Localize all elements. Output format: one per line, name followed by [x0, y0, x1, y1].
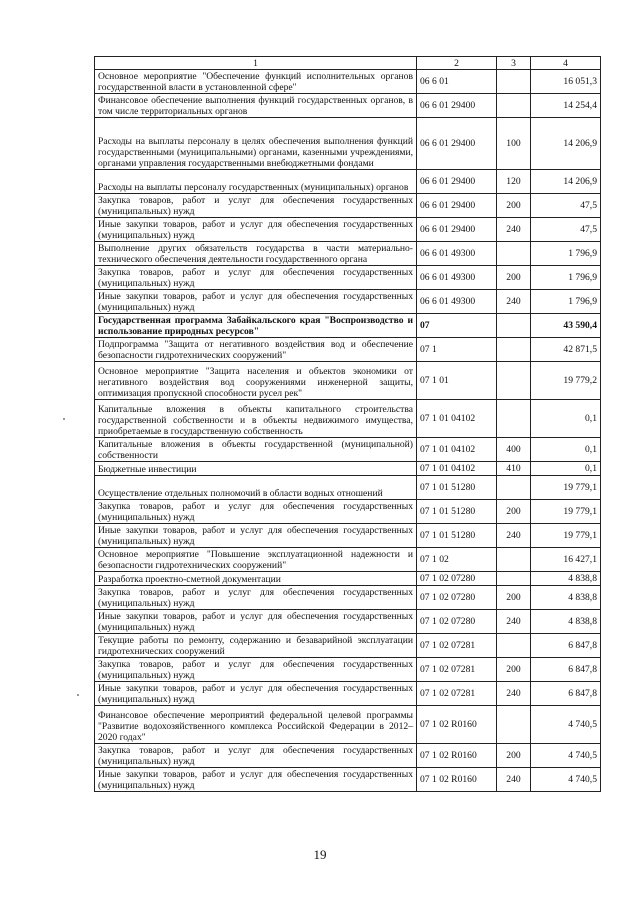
row-expense-type	[497, 362, 531, 400]
row-expense-type	[497, 548, 531, 572]
row-amount: 19 779,2	[531, 362, 601, 400]
row-code: 07 1 02 R0160	[417, 768, 497, 792]
row-code: 07 1 02 R0160	[417, 706, 497, 744]
row-amount: 4 838,8	[531, 572, 601, 586]
row-amount: 47,5	[531, 218, 601, 242]
scan-speck	[63, 418, 65, 420]
row-expense-type: 100	[497, 118, 531, 170]
row-code: 07 1 01 51280	[417, 476, 497, 500]
row-amount: 43 590,4	[531, 314, 601, 338]
row-description: Иные закупки товаров, работ и услуг для обеспечения государственных (муниципальных) нужд	[95, 768, 417, 792]
row-code: 07 1 01	[417, 362, 497, 400]
table-row	[95, 744, 601, 768]
row-description: Осуществление отдельных полномочий в области водных отношений	[95, 476, 417, 500]
row-amount: 1 796,9	[531, 266, 601, 290]
row-code: 06 6 01 29400	[417, 170, 497, 194]
table-row	[95, 338, 601, 362]
row-description: Капитальные вложения в объекты капитального строительства государственной собственности и в объекты недвижимого имущества, приобретаемые в государственную собственность	[95, 400, 417, 438]
row-expense-type: 410	[497, 462, 531, 476]
row-expense-type: 240	[497, 682, 531, 706]
header-col-2: 2	[417, 57, 497, 70]
row-description: Расходы на выплаты персоналу в целях обеспечения выполнения функций государственными (муниципальными) органами, казенными учреждениями, органами управления государственными внебюджетными фондами	[95, 118, 417, 170]
row-code: 07 1 02 07281	[417, 682, 497, 706]
row-amount: 19 779,1	[531, 500, 601, 524]
row-code: 07 1 02 07280	[417, 572, 497, 586]
row-expense-type: 200	[497, 744, 531, 768]
row-description: Закупка товаров, работ и услуг для обеспечения государственных (муниципальных) нужд	[95, 194, 417, 218]
table-row	[95, 524, 601, 548]
table-row	[95, 314, 601, 338]
table-body	[95, 70, 601, 792]
row-amount: 1 796,9	[531, 242, 601, 266]
row-code: 07 1 02 07281	[417, 658, 497, 682]
row-expense-type: 200	[497, 500, 531, 524]
row-expense-type	[497, 706, 531, 744]
row-code: 07 1 01 04102	[417, 400, 497, 438]
row-description: Разработка проектно-сметной документации	[95, 572, 417, 586]
row-expense-type	[497, 572, 531, 586]
row-expense-type: 120	[497, 170, 531, 194]
row-amount: 4 740,5	[531, 744, 601, 768]
row-code: 07 1 02	[417, 548, 497, 572]
header-col-3: 3	[497, 57, 531, 70]
table-row	[95, 266, 601, 290]
row-expense-type: 240	[497, 218, 531, 242]
row-expense-type	[497, 70, 531, 94]
row-description: Закупка товаров, работ и услуг для обеспечения государственных (муниципальных) нужд	[95, 586, 417, 610]
row-description: Капитальные вложения в объекты государственной (муниципальной) собственности	[95, 438, 417, 462]
row-expense-type: 240	[497, 524, 531, 548]
table-row	[95, 118, 601, 170]
row-amount: 16 427,1	[531, 548, 601, 572]
row-code: 06 6 01 29400	[417, 118, 497, 170]
row-expense-type	[497, 94, 531, 118]
row-amount: 0,1	[531, 462, 601, 476]
header-row	[95, 57, 601, 70]
row-description: Выполнение других обязательств государства в части материально-технического обеспечения деятельности государственного органа	[95, 242, 417, 266]
row-amount: 1 796,9	[531, 290, 601, 314]
table-row	[95, 500, 601, 524]
table-row	[95, 586, 601, 610]
table-row	[95, 242, 601, 266]
table-row	[95, 362, 601, 400]
row-description: Основное мероприятие "Защита населения и объектов экономики от негативного воздействия вод сооружениями инженерной защиты, оптимизация пропускной способности русел рек"	[95, 362, 417, 400]
row-description: Подпрограмма "Защита от негативного воздействия вод и обеспечение безопасности гидротехнических сооружений"	[95, 338, 417, 362]
table-row	[95, 170, 601, 194]
row-amount: 19 779,1	[531, 524, 601, 548]
row-code: 07 1 01 51280	[417, 500, 497, 524]
row-expense-type	[497, 400, 531, 438]
row-code: 06 6 01 29400	[417, 218, 497, 242]
row-expense-type: 200	[497, 586, 531, 610]
row-amount: 42 871,5	[531, 338, 601, 362]
table-row	[95, 572, 601, 586]
row-amount: 14 254,4	[531, 94, 601, 118]
table-row	[95, 194, 601, 218]
row-description: Основное мероприятие "Обеспечение функций исполнительных органов государственной власти в установленной сфере"	[95, 70, 417, 94]
table-row	[95, 290, 601, 314]
row-description: Иные закупки товаров, работ и услуг для обеспечения государственных (муниципальных) нужд	[95, 682, 417, 706]
budget-table	[94, 56, 601, 792]
table-row	[95, 706, 601, 744]
row-expense-type: 400	[497, 438, 531, 462]
row-amount: 6 847,8	[531, 634, 601, 658]
table-row	[95, 658, 601, 682]
row-code: 07 1 02 R0160	[417, 744, 497, 768]
row-amount: 0,1	[531, 400, 601, 438]
table-row	[95, 634, 601, 658]
row-description: Основное мероприятие "Повышение эксплуатационной надежности и безопасности гидротехнических сооружений"	[95, 548, 417, 572]
row-expense-type	[497, 634, 531, 658]
row-amount: 4 838,8	[531, 586, 601, 610]
row-description: Бюджетные инвестиции	[95, 462, 417, 476]
header-col-4: 4	[531, 57, 601, 70]
row-code: 07 1 01 04102	[417, 462, 497, 476]
row-description: Иные закупки товаров, работ и услуг для обеспечения государственных (муниципальных) нужд	[95, 524, 417, 548]
row-expense-type: 200	[497, 266, 531, 290]
table-row	[95, 438, 601, 462]
row-amount: 4 740,5	[531, 768, 601, 792]
row-amount: 14 206,9	[531, 170, 601, 194]
table-row	[95, 768, 601, 792]
row-description: Финансовое обеспечение выполнения функций государственных органов, в том числе территориальных органов	[95, 94, 417, 118]
row-expense-type	[497, 314, 531, 338]
row-code: 06 6 01	[417, 70, 497, 94]
row-amount: 4 838,8	[531, 610, 601, 634]
row-expense-type	[497, 476, 531, 500]
row-amount: 16 051,3	[531, 70, 601, 94]
row-code: 06 6 01 49300	[417, 290, 497, 314]
row-description: Закупка товаров, работ и услуг для обеспечения государственных (муниципальных) нужд	[95, 500, 417, 524]
row-code: 06 6 01 49300	[417, 242, 497, 266]
row-amount: 47,5	[531, 194, 601, 218]
row-code: 07 1	[417, 338, 497, 362]
table-row	[95, 70, 601, 94]
table-row	[95, 400, 601, 438]
row-description: Иные закупки товаров, работ и услуг для обеспечения государственных (муниципальных) нужд	[95, 610, 417, 634]
row-amount: 19 779,1	[531, 476, 601, 500]
row-expense-type	[497, 338, 531, 362]
row-description: Финансовое обеспечение мероприятий федеральной целевой программы "Развитие водохозяйственного комплекса Российской Федерации в 2012–2020 годах"	[95, 706, 417, 744]
row-amount: 4 740,5	[531, 706, 601, 744]
row-code: 07 1 01 04102	[417, 438, 497, 462]
row-code: 07 1 02 07280	[417, 586, 497, 610]
table-row	[95, 476, 601, 500]
row-amount: 14 206,9	[531, 118, 601, 170]
table-header	[95, 57, 601, 70]
row-expense-type: 200	[497, 194, 531, 218]
row-amount: 0,1	[531, 438, 601, 462]
table-row	[95, 462, 601, 476]
row-expense-type	[497, 242, 531, 266]
table-row	[95, 94, 601, 118]
table-row	[95, 682, 601, 706]
row-code: 07 1 02 07280	[417, 610, 497, 634]
header-col-1: 1	[95, 57, 417, 70]
row-description: Иные закупки товаров, работ и услуг для обеспечения государственных (муниципальных) нужд	[95, 218, 417, 242]
table-row	[95, 610, 601, 634]
row-amount: 6 847,8	[531, 682, 601, 706]
row-description: Закупка товаров, работ и услуг для обеспечения государственных (муниципальных) нужд	[95, 658, 417, 682]
row-code: 06 6 01 29400	[417, 94, 497, 118]
row-code: 07	[417, 314, 497, 338]
row-description: Иные закупки товаров, работ и услуг для обеспечения государственных (муниципальных) нужд	[95, 290, 417, 314]
row-description: Текущие работы по ремонту, содержанию и безаварийной эксплуатации гидротехнических сооружений	[95, 634, 417, 658]
row-expense-type: 240	[497, 610, 531, 634]
row-description: Расходы на выплаты персоналу государственных (муниципальных) органов	[95, 170, 417, 194]
table-row	[95, 548, 601, 572]
row-expense-type: 200	[497, 658, 531, 682]
row-code: 06 6 01 49300	[417, 266, 497, 290]
row-code: 07 1 01 51280	[417, 524, 497, 548]
row-description: Закупка товаров, работ и услуг для обеспечения государственных (муниципальных) нужд	[95, 744, 417, 768]
table-row	[95, 218, 601, 242]
row-expense-type: 240	[497, 290, 531, 314]
row-description: Закупка товаров, работ и услуг для обеспечения государственных (муниципальных) нужд	[95, 266, 417, 290]
row-code: 07 1 02 07281	[417, 634, 497, 658]
row-amount: 6 847,8	[531, 658, 601, 682]
row-expense-type: 240	[497, 768, 531, 792]
row-description: Государственная программа Забайкальского края "Воспроизводство и использование природных ресурсов"	[95, 314, 417, 338]
row-code: 06 6 01 29400	[417, 194, 497, 218]
page-number: 19	[313, 847, 327, 862]
scan-speck	[77, 694, 79, 696]
